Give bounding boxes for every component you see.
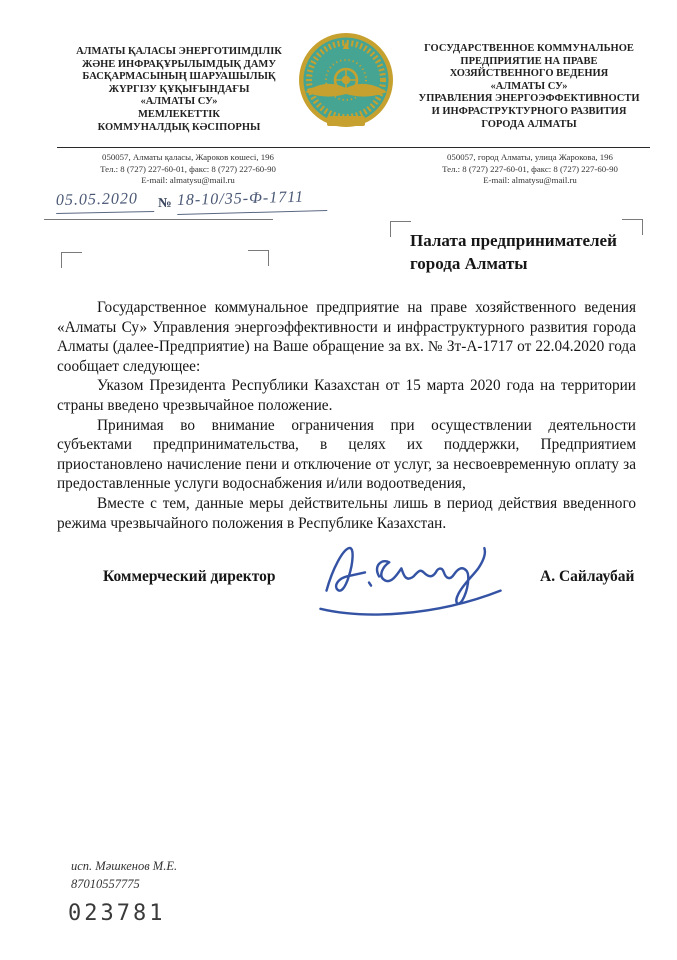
- number-sign: №: [158, 195, 172, 210]
- recipient-address: [410, 229, 650, 275]
- org-name-kazakh: [55, 46, 303, 134]
- reference-underline: [44, 219, 273, 220]
- signer-title: Коммерческий директор: [103, 568, 276, 585]
- signature-flourish: [320, 591, 500, 615]
- org-name-russian-line: И ИНФРАСТРУКТУРНОГО РАЗВИТИЯ: [431, 105, 627, 117]
- outgoing-number-handwritten: 18-10/35-Ф-1711: [177, 188, 328, 215]
- executor-info: [71, 857, 177, 893]
- recipient-line: Палата предпринимателей: [410, 231, 617, 250]
- org-name-russian-line: «АЛМАТЫ СУ»: [490, 80, 568, 92]
- org-name-kazakh-line: ЖҮРГІЗУ ҚҰҚЫҒЫНДАҒЫ: [108, 83, 250, 95]
- org-name-russian-line: ПРЕДПРИЯТИЕ НА ПРАВЕ: [460, 55, 598, 67]
- letter-body: [57, 298, 636, 533]
- emblem-banner: [327, 116, 365, 126]
- outgoing-date-handwritten: 05.05.2020: [56, 190, 154, 214]
- org-name-russian-line: ГОСУДАРСТВЕННОЕ КОММУНАЛЬНОЕ: [424, 43, 634, 54]
- org-name-russian: [396, 43, 662, 131]
- signer-name: А. Сайлаубай: [540, 568, 635, 585]
- phone-fax-line: Тел.: 8 (727) 227-60-01, факс: 8 (727) 227-60-90: [442, 163, 618, 174]
- executor-phone: 87010557775: [71, 877, 140, 891]
- handwritten-signature-icon: [312, 538, 510, 624]
- letterhead-divider: [57, 147, 650, 148]
- registration-code: 023781: [68, 901, 166, 926]
- phone-fax-line: Тел.: 8 (727) 227-60-01, факс: 8 (727) 227-60-90: [100, 163, 276, 174]
- contact-info-kazakh: [46, 152, 330, 187]
- org-name-kazakh-line: «АЛМАТЫ СУ»: [140, 96, 218, 108]
- sender-zone-corner-mark: [248, 250, 269, 266]
- org-name-russian-line: УПРАВЛЕНИЯ ЭНЕРГОЭФФЕКТИВНОСТИ: [418, 93, 640, 105]
- signature-stroke: [327, 548, 365, 591]
- contact-info-russian: [394, 152, 666, 187]
- address-line: 050057, город Алматы, улица Жарокова, 196: [447, 152, 613, 162]
- signature-stroke: [369, 583, 371, 586]
- org-name-kazakh-line: АЛМАТЫ ҚАЛАСЫ ЭНЕРГОТИІМДІЛІК: [76, 46, 282, 57]
- kazakhstan-state-emblem-icon: [298, 28, 394, 138]
- body-paragraph: Вместе с тем, данные меры действительны лишь в период действия введенного режима чрезвычайного положения в Республике Казахстан.: [57, 494, 636, 532]
- org-name-kazakh-line: КОММУНАЛДЫҚ КӘСІПОРНЫ: [97, 121, 261, 133]
- signature-stroke: [377, 548, 485, 604]
- email-line: E-mail: almatysu@mail.ru: [141, 175, 235, 186]
- org-name-kazakh-line: БАСҚАРМАСЫНЫҢ ШАРУАШЫЛЫҚ: [82, 71, 276, 83]
- emblem-center-dot: [342, 76, 350, 84]
- body-paragraph: Указом Президента Республики Казахстан от 15 марта 2020 года на территории страны введено чрезвычайное положение.: [57, 377, 636, 414]
- sender-zone-corner-mark: [61, 252, 82, 268]
- org-name-kazakh-line: ЖӘНЕ ИНФРАҚҰРЫЛЫМДЫҚ ДАМУ: [81, 58, 277, 70]
- org-name-russian-line: ХОЗЯЙСТВЕННОГО ВЕДЕНИЯ: [449, 68, 609, 80]
- address-line: 050057, Алматы қаласы, Жароков көшесі, 196: [102, 152, 274, 162]
- body-paragraph: Принимая во внимание ограничения при осуществлении деятельности субъектами предпринимательства, в целях их поддержки, Предприятием приостановлено начисление пени и отключение от услуг, за несвоевременную оплату за предоставленные услуги водоснабжения и/или водоотведения,: [57, 416, 636, 493]
- body-paragraph: Государственное коммунальное предприятие на праве хозяйственного ведения «Алматы Су» Управления энергоэффективности и инфраструктурного развития города Алматы (далее-Предприятие) на Ваше обращение за вх. № Зт-А-1717 от 22.04.2020 года сообщает следующее:: [57, 299, 636, 375]
- org-name-russian-line: ГОРОДА АЛМАТЫ: [481, 118, 577, 130]
- recipient-zone-corner-mark: [390, 221, 411, 237]
- recipient-line: города Алматы: [410, 254, 528, 273]
- org-name-kazakh-line: МЕМЛЕКЕТТІК: [138, 108, 220, 120]
- executor-name: исп. Мәшкенов М.Е.: [71, 859, 178, 873]
- email-line: E-mail: almatysu@mail.ru: [483, 175, 577, 186]
